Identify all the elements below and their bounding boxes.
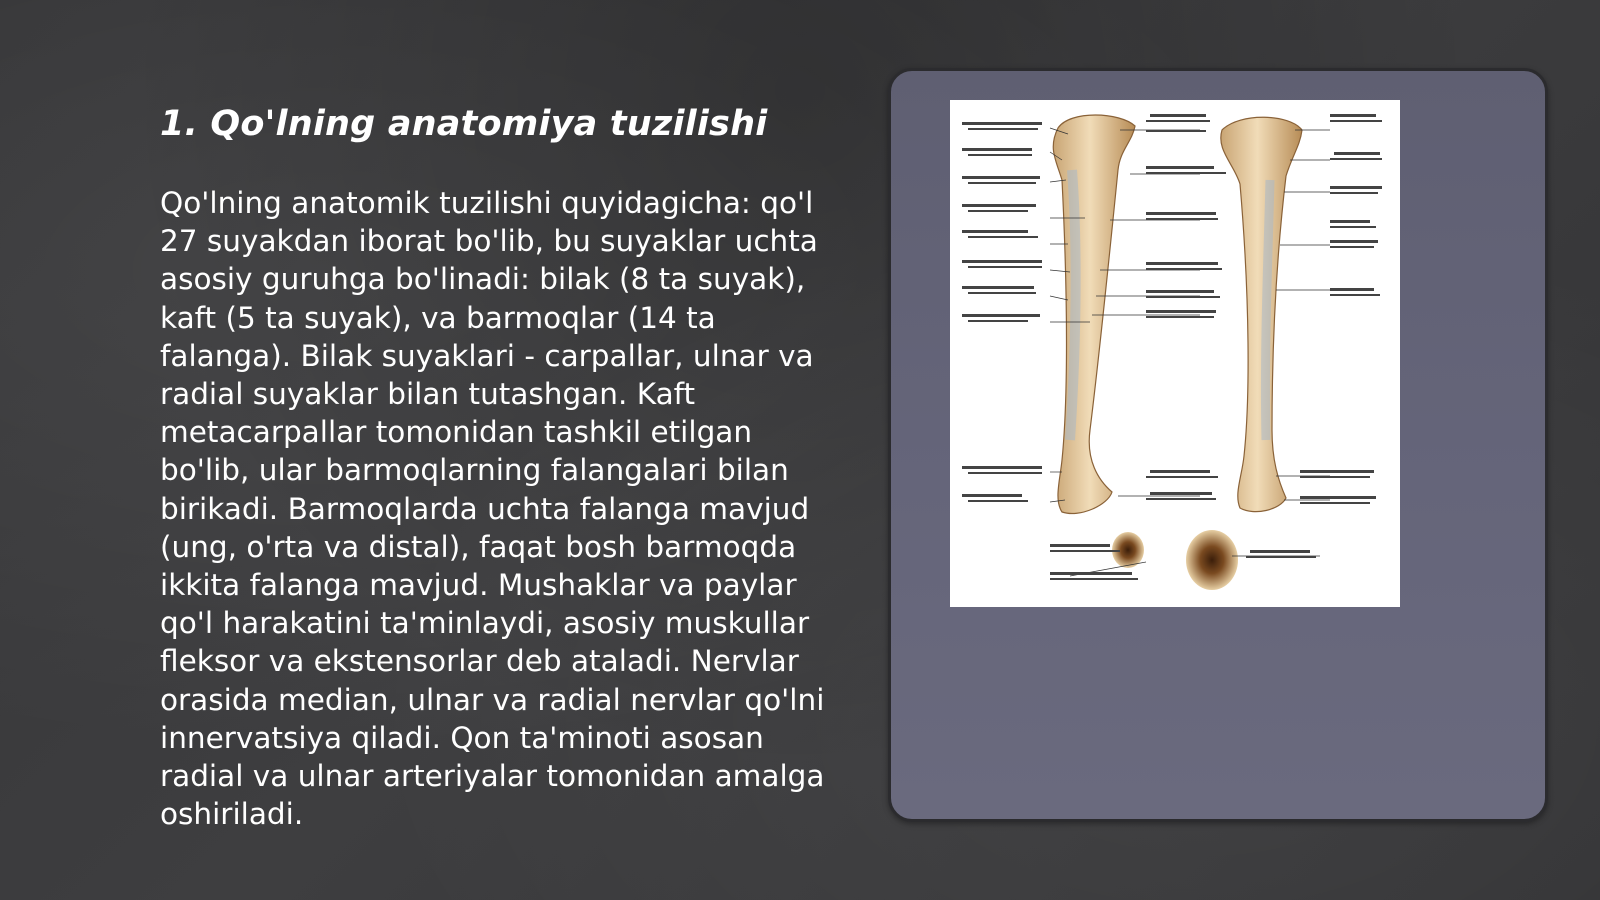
forearm-bones-illustration bbox=[950, 100, 1400, 607]
bone-diagram-graphic bbox=[950, 100, 1400, 607]
label-placeholders bbox=[962, 114, 1382, 580]
left-bone bbox=[1053, 115, 1135, 514]
slide-body-text: Qo'lning anatomik tuzilishi quyidagicha: qo'l 27 suyakdan iborat bo'lib, bu suyaklar uchta asosiy guruhga bo'linadi: bilak (8 ta suyak), kaft (5 ta suyak), va barmoqlar (14 ta falanga). Bilak suyaklari - carpallar, ulnar va radial suyaklar bilan tutashgan. Kaft metacarpallar tomonidan tashkil etilgan bo'lib, ular barmoqlarning falangalari bilan birikadi. Barmoqlarda uchta falanga mavjud (ung, o'rta va distal), faqat bosh barmoqda ikkita falanga mavjud. Mushaklar va paylar qo'l harakatini ta'minlaydi, asosiy muskullar fleksor va ekstensorlar deb ataladi. Nervlar orasida median, ulnar va radial nervlar qo'lni innervatsiya qiladi. Qon ta'minoti asosan radial va ulnar arteriyalar tomonidan amalga oshiriladi. bbox=[160, 186, 825, 832]
right-bone bbox=[1221, 117, 1302, 511]
slide-title: 1. Qo'lning anatomiya tuzilishi bbox=[160, 104, 768, 144]
bone-cross-sections bbox=[1112, 530, 1238, 590]
